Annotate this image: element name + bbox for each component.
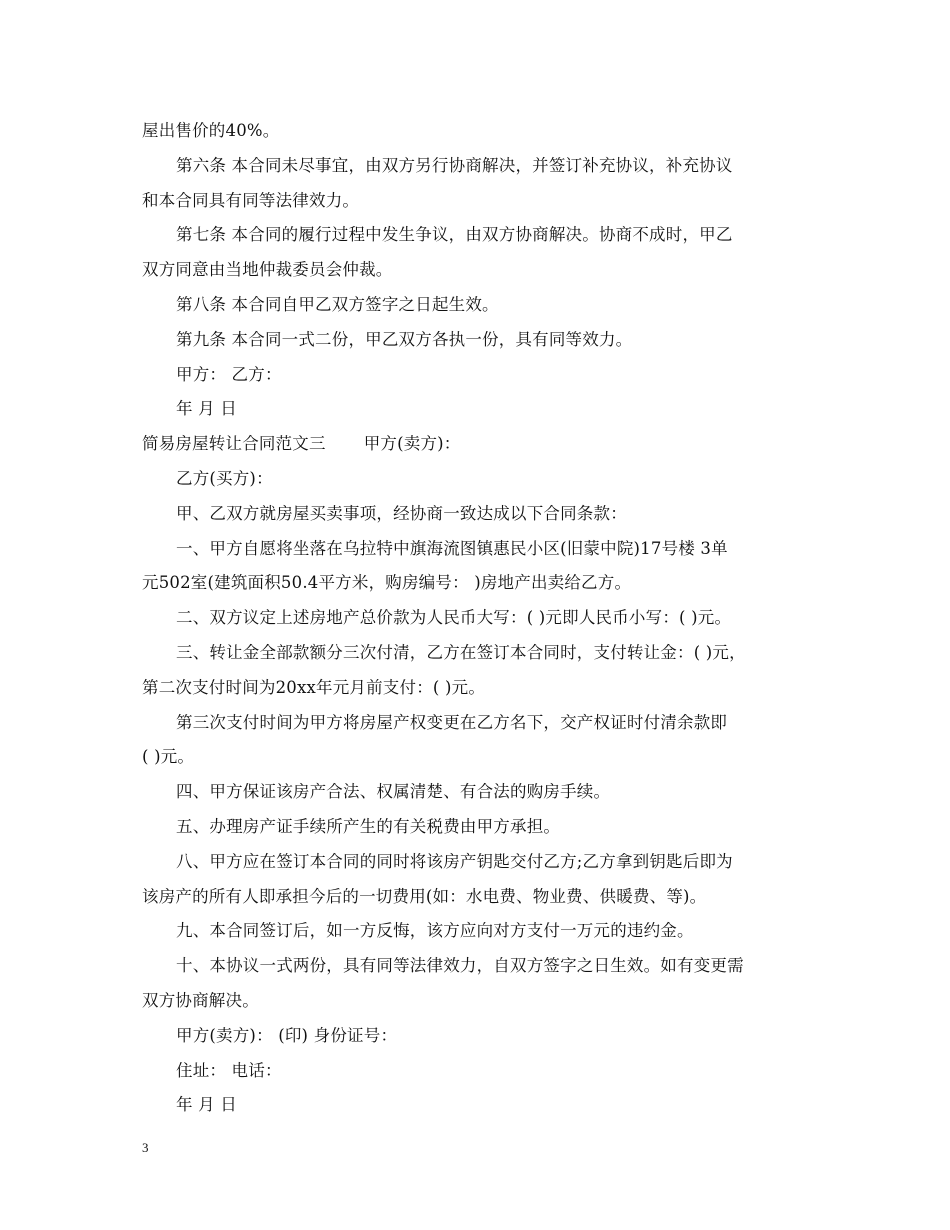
text-line: 四、甲方保证该房产合法、权属清楚、有合法的购房手续。 — [176, 782, 611, 802]
text-line: 甲、乙双方就房屋买卖事项，经协商一致达成以下合同条款： — [176, 503, 627, 523]
text-line: 第二次支付时间为20xx年元月前支付：( )元。 — [142, 677, 486, 697]
text-line: 住址： 电话： — [176, 1060, 282, 1080]
text-line: 甲方： 乙方： — [176, 364, 282, 384]
text-line: 双方同意由当地仲裁委员会仲裁。 — [142, 260, 393, 280]
text-line: 元502室(建筑面积50.4平方米，购房编号： )房地产出卖给乙方。 — [142, 573, 632, 593]
text-line: 双方协商解决。 — [142, 990, 259, 1010]
text-line: 第七条 本合同的履行过程中发生争议，由双方协商解决。协商不成时，甲乙 — [176, 225, 733, 245]
text-line: 年 月 日 — [176, 399, 237, 419]
text-line: 五、办理房产证手续所产生的有关税费由甲方承担。 — [176, 816, 561, 836]
paragraph-group-2 — [142, 462, 822, 1123]
text-line: 第九条 本合同一式二份，甲乙双方各执一份，具有同等效力。 — [176, 329, 633, 349]
text-line: 三、转让金全部款额分三次付清，乙方在签订本合同时，支付转让金：( )元， — [176, 642, 746, 662]
party-a-label: 甲方(卖方)： — [363, 434, 461, 454]
text-line: 一、甲方自愿将坐落在乌拉特中旗海流图镇惠民小区(旧蒙中院)17号楼 3单 — [176, 538, 728, 558]
page-number: 3 — [142, 1140, 149, 1155]
section-title: 简易房屋转让合同范文三 — [142, 434, 326, 454]
text-line: 年 月 日 — [176, 1095, 237, 1115]
document-body — [142, 114, 822, 1123]
text-line: 二、双方议定上述房地产总价款为人民币大写：( )元即人民币小写：( )元。 — [176, 608, 732, 628]
text-line: 和本合同具有同等法律效力。 — [142, 190, 360, 210]
text-line: 乙方(买方)： — [176, 468, 273, 488]
text-line: 屋出售价的40%。 — [142, 121, 280, 140]
text-line: 第三次支付时间为甲方将房屋产权变更在乙方名下，交产权证时付清余款即 — [176, 712, 728, 732]
text-line: 甲方(卖方)： (印) 身份证号： — [176, 1025, 398, 1045]
text-line: 十、本协议一式两份，具有同等法律效力，自双方签字之日生效。如有变更需 — [176, 956, 744, 976]
text-line: ( )元。 — [142, 747, 195, 767]
paragraph-group-1 — [142, 114, 822, 427]
text-line: 该房产的所有人即承担今后的一切费用(如：水电费、物业费、供暖费、等)。 — [142, 886, 707, 906]
section-heading-row — [142, 427, 822, 462]
text-line: 八、甲方应在签订本合同的同时将该房产钥匙交付乙方;乙方拿到钥匙后即为 — [176, 851, 733, 871]
text-line: 第六条 本合同未尽事宜，由双方另行协商解决，并签订补充协议，补充协议 — [176, 155, 733, 175]
text-line: 九、本合同签订后，如一方反悔，该方应向对方支付一万元的违约金。 — [176, 921, 694, 941]
text-line: 第八条 本合同自甲乙双方签字之日起生效。 — [176, 294, 499, 314]
